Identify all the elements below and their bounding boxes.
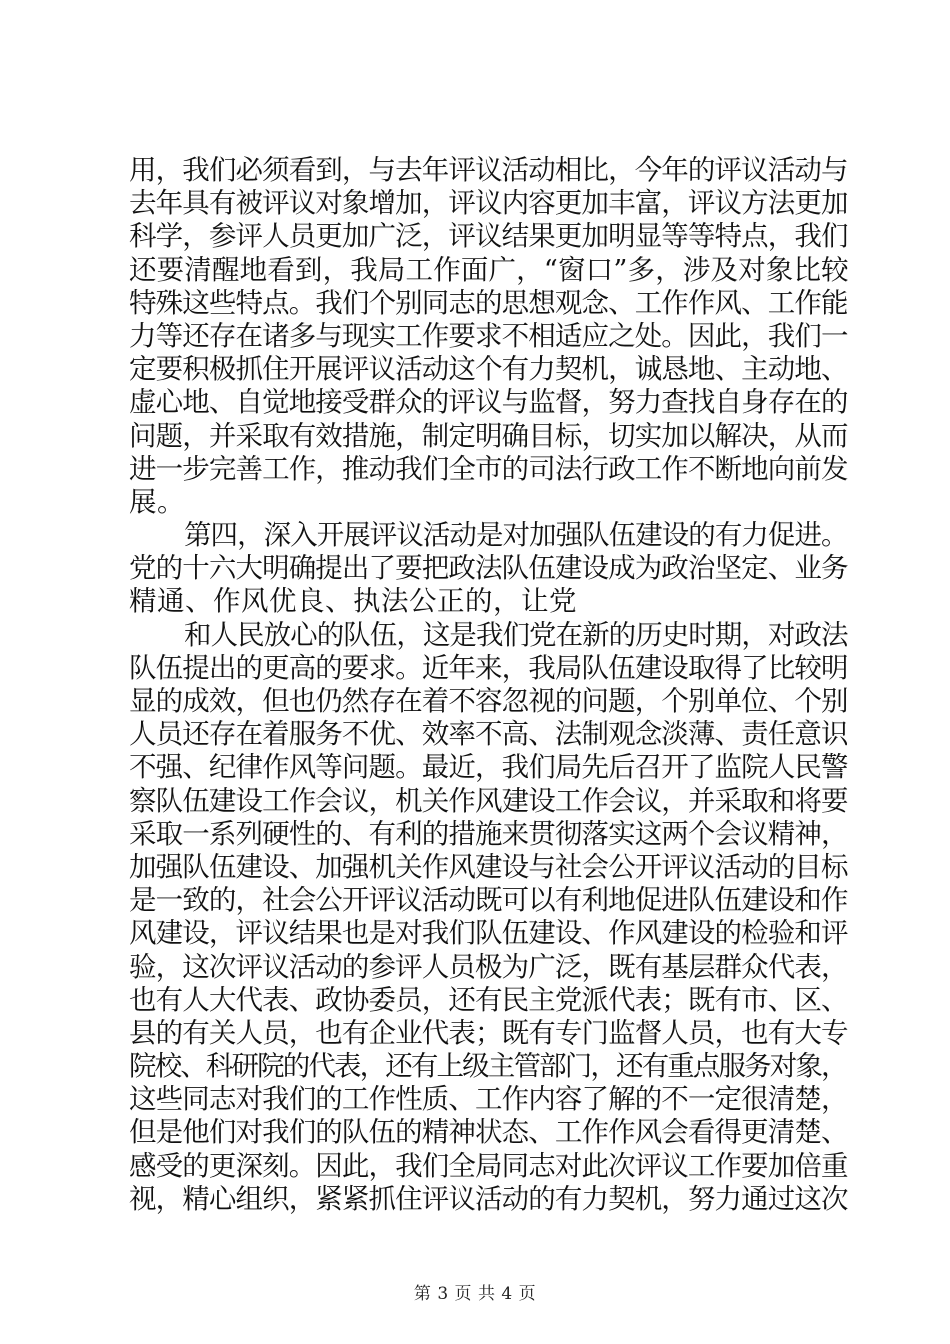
text-line: 视，精心组织，紧紧抓住评议活动的有力契机，努力通过这次 [129, 1182, 848, 1215]
text-line: 察队伍建设工作会议，机关作风建设工作会议，并采取和将要 [129, 784, 848, 817]
text-line: 感受的更深刻。因此，我们全局同志对此次评议工作要加倍重 [129, 1149, 848, 1182]
text-line: 这些同志对我们的工作性质、工作内容了解的不一定很清楚， [129, 1083, 848, 1116]
text-line: 精通、作风优良、执法公正的，让党 [129, 585, 577, 618]
text-line: 定要积极抓住开展评议活动这个有力契机，诚恳地、主动地、 [129, 353, 848, 386]
text-line: 是一致的，社会公开评议活动既可以有利地促进队伍建设和作 [129, 884, 848, 917]
text-line: 队伍提出的更高的要求。近年来，我局队伍建设取得了比较明 [129, 651, 848, 684]
text-line: 问题，并采取有效措施，制定明确目标，切实加以解决，从而 [129, 419, 848, 452]
text-line: 和人民放心的队伍，这是我们党在新的历史时期，对政法 [184, 618, 848, 651]
text-line: 人员还存在着服务不优、效率不高、法制观念淡薄、责任意识 [129, 718, 848, 751]
text-line: 但是他们对我们的队伍的精神状态、工作作风会看得更清楚、 [129, 1116, 848, 1149]
text-line: 展。 [129, 485, 185, 518]
text-line: 显的成效，但也仍然存在着不容忽视的问题，个别单位、个别 [129, 685, 848, 717]
text-line: 不强、纪律作风等问题。最近，我们局先后召开了监院人民警 [129, 751, 848, 784]
document-body [129, 154, 849, 1216]
text-line: 力等还存在诸多与现实工作要求不相适应之处。因此，我们一 [129, 319, 848, 352]
text-line: 采取一系列硬性的、有利的措施来贯彻落实这两个会议精神， [129, 817, 848, 850]
text-line: 第四，深入开展评议活动是对加强队伍建设的有力促进。 [184, 519, 848, 552]
text-line: 党的十六大明确提出了要把政法队伍建设成为政治坚定、业务 [129, 552, 848, 585]
text-line: 科学，参评人员更加广泛，评议结果更加明显等等特点，我们 [129, 220, 848, 253]
text-line: 也有人大代表、政协委员，还有民主党派代表；既有市、区、 [129, 983, 848, 1016]
text-line: 虚心地、自觉地接受群众的评议与监督，努力查找自身存在的 [129, 386, 848, 419]
text-line: 进一步完善工作，推动我们全市的司法行政工作不断地向前发 [129, 452, 848, 485]
text-line: 风建设，评议结果也是对我们队伍建设、作风建设的检验和评 [129, 917, 848, 950]
page-footer: 第 3 页 共 4 页 [413, 1284, 537, 1304]
text-line: 还要清醒地看到，我局工作面广，“窗口”多，涉及对象比较 [129, 253, 849, 286]
text-line: 加强队伍建设、加强机关作风建设与社会公开评议活动的目标 [129, 850, 848, 883]
text-line: 院校、科研院的代表，还有上级主管部门，还有重点服务对象， [129, 1050, 847, 1083]
text-line: 去年具有被评议对象增加，评议内容更加丰富，评议方法更加 [129, 187, 848, 220]
text-line: 用，我们必须看到，与去年评议活动相比，今年的评议活动与 [129, 154, 848, 186]
text-line: 验，这次评议活动的参评人员极为广泛，既有基层群众代表， [129, 950, 848, 983]
text-line: 县的有关人员，也有企业代表；既有专门监督人员，也有大专 [129, 1016, 848, 1049]
text-line: 特殊这些特点。我们个别同志的思想观念、工作作风、工作能 [129, 286, 848, 319]
